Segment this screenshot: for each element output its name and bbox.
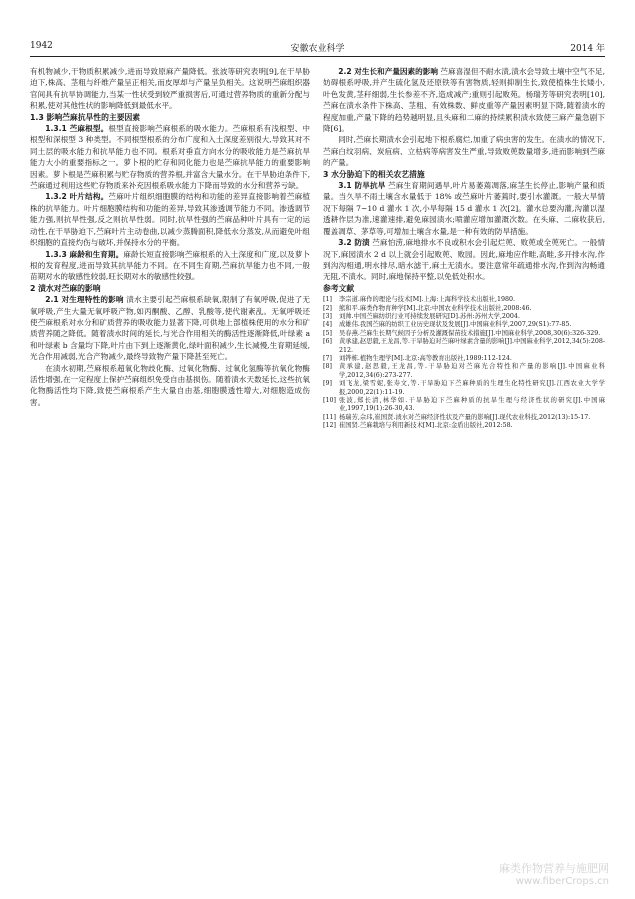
paragraph bbox=[323, 180, 605, 237]
reference-number: [10] bbox=[323, 397, 336, 404]
subsection-lead: 1.3.2 叶片结构。 bbox=[45, 192, 109, 202]
subsection-lead: 3.2 防渍 bbox=[338, 238, 370, 248]
paragraph-text: 苎麻怕涝,麻地排水不良或积水会引起烂蔸、败蔸或全蔸死亡。一般情况下,麻园渍水 2 d 以上就会引起败蔸、败园。因此,麻地应作畦,高畦,多开排水沟,作到沟沟相通,明水排尽,暗水滤干,麻土无渍水。要注意常年疏通排水沟,作到沟沟畅通无阻,不渍水。同时,麻地保持平整,以免低处积水。 bbox=[323, 238, 605, 282]
paragraph-text: 苎麻喜湿但不耐水渍,渍水会导致土壤中空气不足,妨碍根系呼吸,并产生硫化氢及还原铁等有害物质,轻则抑制生长,致使植株生长矮小,叶色发黄,茎秆细弱,生长参差不齐,造成减产;重则引起败苑。杨瑞芳等研究表明[10],苎麻在渍水条件下株高、茎粗、有效株数、鲜皮重等产量因素明显下降,随着渍水的程度加重,产量下降的趋势越明显,且头麻和二麻的持续累积渍水致使三麻产量急剧下降[6]。 bbox=[323, 67, 605, 134]
subsection-lead: 3.1 防旱抗旱 bbox=[338, 181, 386, 191]
paragraph-text: 渍水主要引起苎麻根系缺氧,限制了有氧呼吸,促进了无氧呼吸,产生大量无氧呼吸产物,如丙酮酸、乙醇、乳酸等,使代谢紊乱。无氧呼吸还使苎麻根系对水分和矿质营养的吸收能力显著下降,可供地上部植株使用的水分和矿质营养随之降低。随着渍水时间的延长,与光合作用相关的酶活性逐渐降低,叶绿素 a 和叶绿素 b 含量均下降,叶片由下到上逐渐黄化,绿叶面积减少,生长减慢,生育期延缓,光合作用减弱,光合产物减少,最终导致物产量下降甚至死亡。 bbox=[30, 295, 310, 362]
reference-item bbox=[323, 422, 605, 430]
paragraph-text: 苎麻生育期间遇旱,叶片易萎蔫凋落,麻茎生长停止,影响产量和质量。当久旱不雨土壤含水量低于 18% 或苎麻叶片萎蔫时,要引水灌溉。一般大旱情况下每隔 7~10 d 灌水 1 次,小旱每隔 15 d 灌水 1 次[2]。灌水总要沟灌,沟灌以湿透耕作层为准,速灌速排,避免麻园渍水;喷灌应增加灌溉次数。在头麻、二麻收获后,覆盖凋草、茅草等,可增加土壤含水量,是一种有效的防旱措施。 bbox=[323, 181, 605, 236]
paragraph bbox=[30, 191, 310, 248]
reference-item bbox=[323, 330, 605, 338]
section-heading: 2 渍水对苎麻的影响 bbox=[30, 283, 101, 293]
paragraph-text: 根型直接影响苎麻根系的吸水能力。苎麻根系有浅根型、中根型和深根型 3 种类型。不同根型根系的分布广度和入土深度差别很大,导致其对不同土层的吸水能力和抗旱能力也不同。根系对垂直方向水分的吸收能力是苎麻抗旱能力大小的重要指标之一。萝卜根的贮存和同化能力也是苎麻抗旱能力的重要影响因素。萝卜根是苎麻积累与贮存物质的营养根,并富含大量水分。在干旱胁迫条件下,苎麻通过利用这些贮存物质来补充因根系吸水能力下降而导致的水分和营养亏缺。 bbox=[30, 124, 311, 191]
paragraph bbox=[30, 249, 310, 283]
reference-item bbox=[323, 380, 605, 397]
reference-item bbox=[323, 397, 605, 414]
page-header bbox=[30, 38, 605, 57]
reference-number: [6] bbox=[323, 338, 332, 346]
watermark-title: 麻类作物营养与施肥网 bbox=[499, 862, 609, 875]
reference-text: 成雄伟.我国苎麻的纺织工业历史现状及发展[J].中国麻业科学,2007,29(S1):77-85. bbox=[339, 321, 572, 329]
paragraph bbox=[30, 123, 310, 191]
paragraph bbox=[30, 294, 310, 362]
reference-text: 崔国贤.苎麻栽培与利用新技术[M].北京:金盾出版社,2012:58. bbox=[339, 422, 513, 430]
reference-item bbox=[323, 321, 605, 329]
reference-item bbox=[323, 305, 605, 313]
reference-list bbox=[323, 296, 605, 431]
year: 2014 年 bbox=[570, 44, 605, 54]
reference-text: 刘帅.中国苎麻纺织行业可持续发展研究[D].苏州:苏州大学,2004. bbox=[339, 312, 520, 320]
reference-text: 李宗道.麻作的理论与技术[M].上海:上海科学技术出版社,1980. bbox=[339, 296, 516, 304]
reference-number: [3] bbox=[323, 312, 332, 320]
subsection-lead: 2.1 对生理特性的影响 bbox=[45, 295, 124, 305]
paragraph: 在渍水初期,苎麻根系超氧化物歧化酶、过氧化物酶、过氧化氢酶等抗氧化物酶活性增强,在一定程度上保护苎麻组织免受自由基损伤。随着渍水天数延长,这些抗氧化物酶活性均下降,致使苎麻根系产生大量自由基,细胞膜透性增大,对细胞造成伤害。 bbox=[30, 363, 310, 407]
journal-name: 安徽农业科学 bbox=[290, 44, 345, 54]
left-column bbox=[30, 66, 310, 408]
subsection-lead: 1.3.3 麻龄和生育期。 bbox=[45, 249, 124, 259]
reference-number: [11] bbox=[323, 413, 336, 421]
reference-number: [2] bbox=[323, 304, 332, 312]
reference-item bbox=[323, 338, 605, 355]
watermark bbox=[499, 860, 609, 887]
section-heading: 1.3 影响苎麻抗旱性的主要因素 bbox=[30, 112, 141, 122]
paragraph: 同时,苎麻长期渍水会引起地下根系腐烂,加重了病虫害的发生。在渍水的情况下,苎麻白纹羽病、炭疽病、立枯病等病害发生严重,导致败蔸数量增多,进而影响到苎麻的产量。 bbox=[323, 135, 605, 168]
paragraph-text: 苎麻叶片组织细胞膜的结构和功能的差异直接影响着苎麻植株的抗旱能力。叶片细胞膜结构和功能的差异,导致其渗透调节能力不同。渗透调节能力强,则抗旱性强,反之则抗旱性弱。同时,抗旱性强的苎麻品种叶片具有一定的运动性,在干旱胁迫下,苎麻叶片主动卷曲,以减少蒸腾面积,降低水分蒸发,从而避免叶组织细胞的直接灼伤与破坏,并保持水分的平衡。 bbox=[30, 192, 311, 248]
reference-text: 张波,郑长清,林华如.干旱胁迫下苎麻种质的抗旱生理与经济性状的研究[J].中国麻业,1997,19(1):26-30,43. bbox=[339, 397, 605, 413]
reference-number: [1] bbox=[323, 296, 332, 304]
watermark-url: www.fiberCrops.cn bbox=[515, 876, 609, 887]
paragraph bbox=[323, 66, 605, 134]
reference-item bbox=[323, 296, 605, 304]
right-column bbox=[323, 66, 605, 431]
reference-text: 刘飞龙,梁雪妮,张寿文,等.干旱胁迫下苎麻种质的生理生化特性研究[J].江西农业大学学报,2000,22(1):11-19. bbox=[339, 380, 605, 396]
reference-number: [9] bbox=[323, 380, 332, 388]
reference-number: [5] bbox=[323, 329, 332, 337]
reference-number: [4] bbox=[323, 321, 332, 329]
reference-number: [8] bbox=[323, 363, 332, 371]
reference-text: 杨瑞芳,佘玮,崔国贤.渍水对苎麻经济性状及产量的影响[J].现代农业科技,2012(13):15-17. bbox=[339, 413, 591, 421]
reference-text: 吴春燕.苎麻生长期气候因子分析及灌溉保苗技术措施[J].中国麻业科学,2008,30(6):326-329. bbox=[339, 329, 601, 337]
section-heading: 3 水分胁迫下的相关农艺措施 bbox=[323, 169, 425, 179]
paragraph: 有机物减少,干物质积累减少,进而导致原麻产量降低。张波等研究表明[9],在干旱胁迫下,株高、茎粗与纤维产量呈正相关,而皮厚却与产量呈负相关。这说明苎麻组织器官间具有抗旱协调能力,当某一性状受到较严重损害后,可通过营养物质的重新分配与积累,使对其他性状的影响降低到最低水平。 bbox=[30, 67, 310, 111]
paragraph-text: 麻龄长短直接影响苎麻根系的入土深度和广度,以及萝卜根的发育程度,进而导致其抗旱能力不同。在不同生育期,苎麻抗旱能力也不同,一般苗期对水的敏感性较弱,旺长期对水的敏感性较强。 bbox=[30, 249, 310, 282]
reference-text: 刘铧栋.植物生理学[M].北京:高等教育出版社,1989:112-124. bbox=[339, 354, 512, 362]
subsection-lead: 2.2 对生长和产量因素的影响 bbox=[338, 67, 438, 76]
reference-text: 熊和平.麻类作物育种学[M].北京:中国农业科学技术出版社,2008:46. bbox=[339, 304, 532, 312]
reference-text: 黄承建,赵思毅,王龙昌,等.干旱胁迫对苎麻光合特性和产量的影响[J].中国麻业科学,2012,34(6):273-277. bbox=[339, 363, 605, 379]
reference-number: [7] bbox=[323, 354, 332, 362]
subsection-lead: 1.3.1 苎麻根型。 bbox=[45, 124, 109, 134]
references-title: 参考文献 bbox=[323, 283, 355, 293]
reference-item bbox=[323, 414, 605, 422]
reference-item bbox=[323, 363, 605, 380]
paragraph bbox=[323, 237, 605, 283]
reference-text: 黄承建,赵思毅,王龙昌,等.干旱胁迫对苎麻叶绿素含量的影响[J].中国麻业科学,2012,34(5):208-212. bbox=[339, 338, 605, 354]
page-number: 1942 bbox=[30, 41, 53, 51]
reference-number: [12] bbox=[323, 422, 336, 430]
